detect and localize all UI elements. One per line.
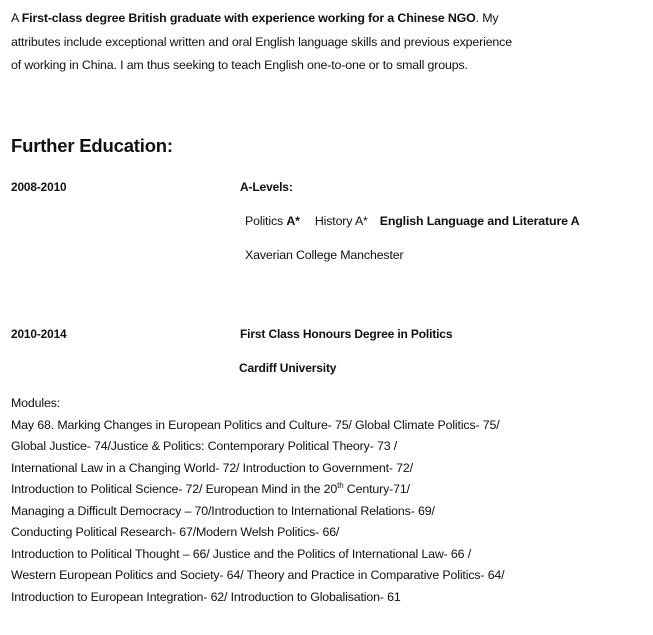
grade-history: History A* bbox=[314, 214, 368, 228]
intro-bold-phrase: First-class degree British graduate with experience working for a Chinese NGO bbox=[21, 11, 476, 25]
module-line: May 68. Marking Changes in European Politics and Culture- 75/ Global Climate Politics- 75/ bbox=[11, 418, 500, 432]
module-line: Western European Politics and Society- 64/ Theory and Practice in Comparative Politics- 64/ bbox=[11, 568, 505, 582]
module-line-part: Introduction to Political Science- 72/ European Mind in the 20 bbox=[11, 482, 338, 496]
module-line-part: Century-71/ bbox=[343, 482, 410, 496]
module-line: International Law in a Changing World- 72/ Introduction to Government- 72/ bbox=[11, 461, 413, 475]
intro-line-2: attributes include exceptional written and oral English language skills and previous experience bbox=[11, 35, 512, 49]
entry-title-alevels: A-Levels: bbox=[240, 180, 293, 194]
entry-title-degree: First Class Honours Degree in Politics bbox=[240, 327, 453, 341]
alevel-grades bbox=[245, 213, 579, 229]
section-heading-further-education: Further Education: bbox=[11, 135, 173, 156]
modules-label: Modules: bbox=[11, 396, 61, 410]
intro-after-bold: . My bbox=[475, 11, 499, 25]
entry-institution-cardiff: Cardiff University bbox=[239, 361, 337, 375]
ordinal-suffix: th bbox=[337, 481, 344, 490]
entry-years-degree: 2010-2014 bbox=[11, 327, 67, 341]
module-line: Global Justice- 74/Justice & Politics: Contemporary Political Theory- 73 / bbox=[11, 439, 398, 453]
grade-english: English Language and Literature A bbox=[379, 214, 580, 228]
intro-prefix: A bbox=[11, 11, 22, 25]
grade-politics-label: Politics bbox=[245, 214, 287, 228]
intro-line-1 bbox=[11, 10, 498, 26]
module-line: Conducting Political Research- 67/Modern Welsh Politics- 66/ bbox=[11, 525, 340, 539]
module-line: Managing a Difficult Democracy – 70/Introduction to International Relations- 69/ bbox=[11, 504, 435, 518]
module-line bbox=[11, 481, 410, 497]
module-line: Introduction to Political Thought – 66/ Justice and the Politics of International Law- 66 / bbox=[11, 547, 472, 561]
module-line: Introduction to European Integration- 62/ Introduction to Globalisation- 61 bbox=[11, 590, 401, 604]
entry-institution-xaverian: Xaverian College Manchester bbox=[245, 248, 404, 262]
grade-politics-value: A* bbox=[286, 214, 300, 228]
entry-years-alevels: 2008-2010 bbox=[11, 180, 67, 194]
intro-line-3: of working in China. I am thus seeking to teach English one-to-one or to small groups. bbox=[11, 58, 468, 72]
